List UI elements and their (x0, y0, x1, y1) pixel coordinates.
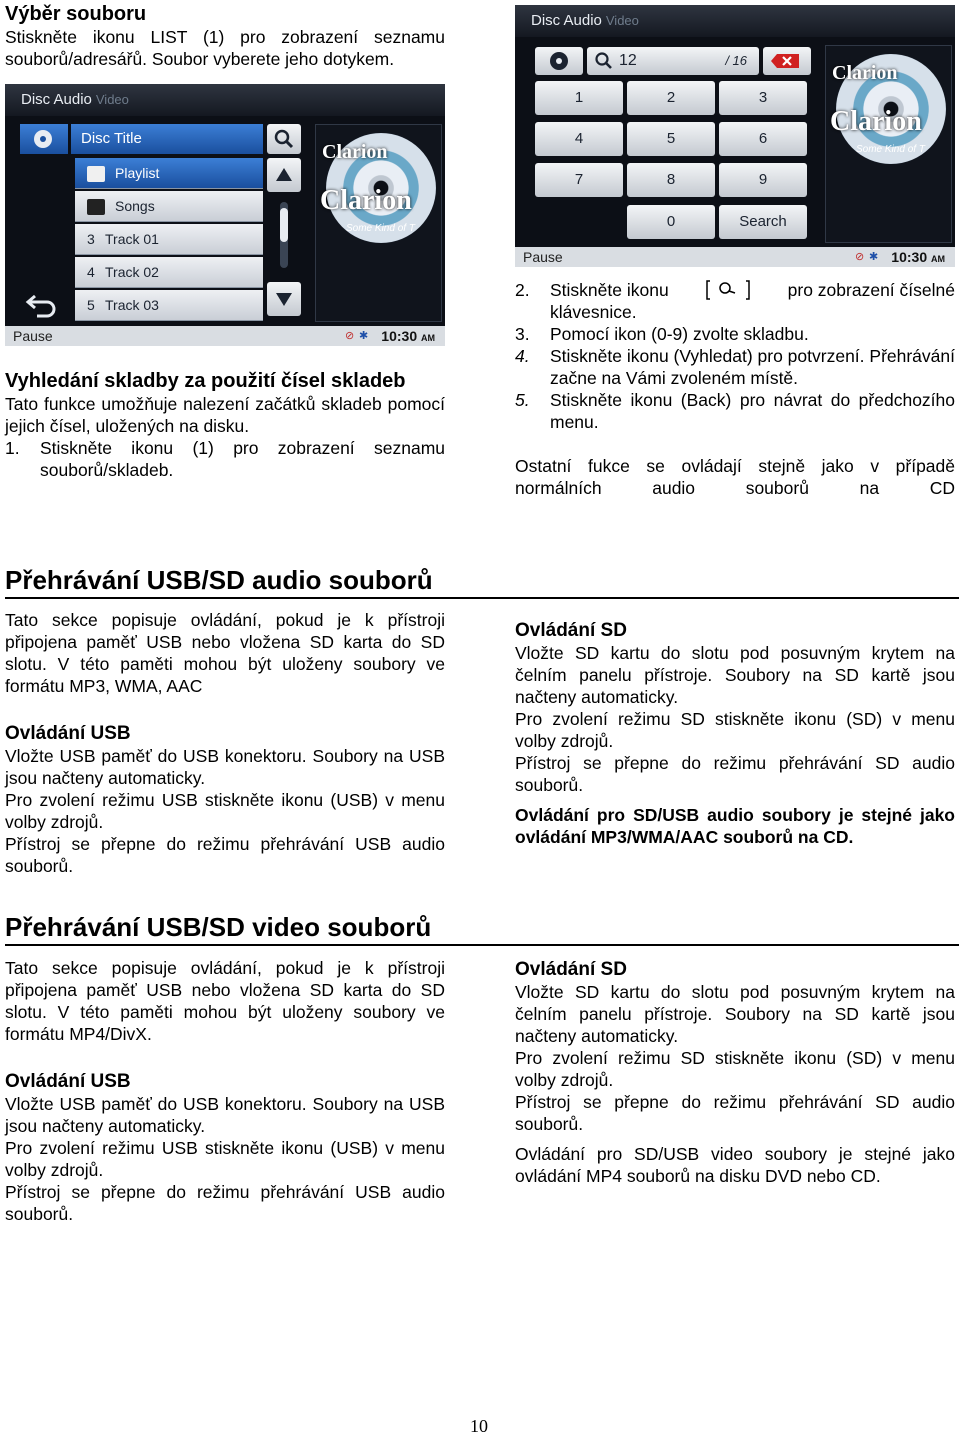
step-text: Pomocí ikon (0-9) zvolte skladbu. (550, 324, 809, 344)
keypad-key[interactable]: 1 (535, 81, 623, 115)
list-item-track[interactable] (75, 257, 263, 288)
screen-title-bar (515, 5, 955, 37)
audio-sd-heading: Ovládání SD (515, 620, 627, 641)
cover-logo-small: Clarion (322, 141, 388, 163)
list-item-label: Playlist (115, 165, 160, 181)
disc-icon (550, 52, 568, 70)
audio-intro: Tato sekce popisuje ovládání, pokud je k přístroji připojena paměť USB nebo vložena SD karta do SD slotu. V této paměti mohou být uloženy soubory ve formátu MP3, WMA, AAC (5, 610, 445, 696)
search-icon (593, 50, 615, 72)
back-arrow-icon (23, 288, 63, 318)
scroll-down-button[interactable] (267, 282, 301, 316)
video-intro: Tato sekce popisuje ovládání, pokud je k přístroji připojena paměť USB nebo vložena SD karta do SD slotu. V této paměti mohou být uloženy soubory ve formátu MP4/DivX. (5, 958, 445, 1044)
bluetooth-icon: ✱ (359, 330, 369, 342)
disc-title-row[interactable]: Disc Title (71, 124, 263, 154)
track-number-input[interactable] (587, 47, 759, 75)
disc-icon-button[interactable] (20, 124, 68, 154)
step-number: 1. (5, 438, 20, 458)
step-number: 5. (515, 390, 530, 410)
page-number: 10 (470, 1416, 488, 1436)
keypad-key[interactable]: 5 (627, 122, 715, 156)
list-item-track[interactable] (75, 290, 263, 321)
audio-sd-paragraph: Pro zvolení režimu SD stiskněte ikonu (SD) v menu volby zdrojů. (515, 709, 955, 751)
bluetooth-icon: ✱ (869, 251, 879, 263)
track-search-steps-col1 (5, 437, 445, 481)
triangle-up-icon (267, 158, 301, 192)
audio-section-title: Přehrávání USB/SD audio souborů (5, 565, 433, 595)
clock-ampm: AM (931, 254, 945, 264)
track-search-paragraph: Tato funkce umožňuje nalezení začátků skladeb pomocí jejich čísel, uložených na disku. (5, 394, 445, 436)
other-functions-line2: normálních audio souborů na CD (515, 478, 955, 498)
disc-icon (34, 130, 52, 148)
list-item-playlist[interactable] (75, 158, 263, 189)
video-usb-paragraph: Pro zvolení režimu USB stiskněte ikonu (USB) v menu volby zdrojů. (5, 1138, 445, 1180)
mute-icon: ⊘ (345, 330, 355, 342)
screen-title-video: Video (605, 13, 639, 28)
step-text: Stiskněte ikonu (Vyhledat) pro potvrzení. Přehrávání začne na Vámi zvoleném místě. (550, 346, 955, 388)
steps-list (515, 279, 955, 433)
keypad-key[interactable]: 6 (719, 122, 807, 156)
video-section-title: Přehrávání USB/SD video souborů (5, 912, 432, 942)
track-total: / 16 (725, 53, 747, 68)
keypad-key[interactable]: 2 (627, 81, 715, 115)
file-selection-section (5, 2, 445, 70)
track-number: 3 (87, 231, 95, 247)
step-text: Stiskněte ikonu (Back) pro návrat do předchozího menu. (550, 390, 955, 432)
audio-usb-heading: Ovládání USB (5, 723, 131, 744)
other-functions-line1: Ostatní fukce se ovládají stejně jako v případě (515, 456, 955, 476)
video-sd-note: Ovládání pro SD/USB video soubory je stejné jako ovládání MP4 souborů na disku DVD nebo CD. (515, 1144, 955, 1186)
screen-title-video: Video (95, 92, 129, 107)
step-text: Stiskněte ikonu (550, 280, 669, 300)
backspace-button[interactable] (763, 47, 811, 75)
clock-time: 10:30 (891, 249, 928, 265)
list-item-label: Songs (115, 198, 155, 214)
scrollbar-thumb[interactable] (280, 208, 288, 242)
playback-status: Pause (523, 249, 563, 265)
step-text: Stiskněte ikonu (1) pro zobrazení seznamu souborů/skladeb. (40, 438, 445, 480)
track-search-heading: Vyhledání skladby za použití čísel skladeb (5, 370, 406, 392)
video-usb-paragraph: Vložte USB paměť do USB konektoru. Soubory na USB jsou načteny automaticky. (5, 1094, 445, 1136)
track-search-section (5, 369, 445, 481)
search-bracket-icon (705, 279, 751, 301)
cover-subtitle: Some Kind of T (856, 144, 925, 155)
status-bar (5, 326, 445, 346)
search-key[interactable]: Search (719, 205, 807, 239)
audio-sd-paragraph: Přístroj se přepne do režimu přehrávání SD audio souborů. (515, 753, 955, 795)
keypad-key[interactable]: 8 (627, 163, 715, 197)
folder-icon (87, 166, 105, 182)
audio-usb-paragraph: Přístroj se přepne do režimu přehrávání USB audio souborů. (5, 834, 445, 876)
status-bar (515, 247, 955, 267)
cover-subtitle: Some Kind of T (346, 223, 415, 234)
cover-logo-large: Clarion (320, 185, 412, 216)
step-text: klávesnice. (550, 302, 637, 322)
scrollbar[interactable] (280, 202, 288, 268)
audio-right-column (515, 620, 955, 848)
keypad-key[interactable]: 0 (627, 205, 715, 239)
screen-title: Disc Audio (531, 12, 602, 29)
album-cover (825, 45, 952, 243)
search-icon (267, 124, 301, 154)
track-input-value: 12 (619, 52, 637, 69)
track-number: 5 (87, 297, 95, 313)
video-left-column (5, 957, 445, 1225)
video-usb-heading: Ovládání USB (5, 1071, 131, 1092)
backspace-icon (763, 47, 811, 75)
step-item (515, 323, 955, 345)
back-button[interactable] (23, 288, 63, 318)
keypad-key[interactable]: 4 (535, 122, 623, 156)
step2-line1 (550, 279, 955, 301)
clock (891, 247, 945, 267)
disc-icon-button[interactable] (535, 47, 583, 75)
audio-left-column (5, 609, 445, 877)
audio-sd-note: Ovládání pro SD/USB audio soubory je stejné jako ovládání MP3/WMA/AAC souborů na CD. (515, 805, 955, 847)
cover-logo-small: Clarion (832, 62, 898, 84)
keypad-key[interactable]: 9 (719, 163, 807, 197)
step-item (515, 389, 955, 433)
step-item (515, 279, 955, 323)
disc-audio-keypad-screen (515, 5, 955, 267)
step-number: 4. (515, 346, 530, 366)
disc-audio-list-screen (5, 84, 445, 346)
mute-icon: ⊘ (855, 251, 865, 263)
keypad-key[interactable]: 3 (719, 81, 807, 115)
file-selection-line2: souborů/adresářů. Soubor vyberete jeho dotykem. (5, 49, 395, 69)
step-item (515, 345, 955, 389)
track-number: 4 (87, 264, 95, 280)
playback-status: Pause (13, 328, 53, 344)
search-button[interactable] (267, 124, 301, 154)
file-selection-line1: Stiskněte ikonu LIST (1) pro zobrazení seznamu (5, 27, 445, 47)
step-number: 2. (515, 280, 530, 300)
step-number: 3. (515, 324, 530, 344)
track-search-steps-col2 (515, 279, 955, 499)
track-label: Track 01 (105, 231, 159, 247)
clock-time: 10:30 (381, 328, 418, 344)
list-item-songs[interactable] (75, 191, 263, 222)
step-text: pro zobrazení číselné (787, 280, 955, 300)
list-item-track[interactable] (75, 224, 263, 255)
video-sd-paragraph: Přístroj se přepne do režimu přehrávání SD audio souborů. (515, 1092, 955, 1134)
step-item (5, 437, 445, 481)
section-divider (5, 597, 959, 599)
scroll-up-button[interactable] (267, 158, 301, 192)
clock (381, 326, 435, 346)
keypad-key[interactable]: 7 (535, 163, 623, 197)
video-usb-paragraph: Přístroj se přepne do režimu přehrávání USB audio souborů. (5, 1182, 445, 1224)
clock-ampm: AM (421, 333, 435, 343)
cover-logo-large: Clarion (830, 106, 922, 137)
audio-sd-paragraph: Vložte SD kartu do slotu pod posuvným krytem na čelním panelu přístroje. Soubory na SD kartě jsou načteny automaticky. (515, 643, 955, 707)
folder-icon (87, 199, 105, 215)
screen-title: Disc Audio (21, 91, 92, 108)
file-selection-heading: Výběr souboru (5, 3, 147, 25)
album-cover (315, 124, 442, 322)
audio-usb-paragraph: Pro zvolení režimu USB stiskněte ikonu (USB) v menu volby zdrojů. (5, 790, 445, 832)
video-right-column (515, 959, 955, 1187)
triangle-down-icon (267, 282, 301, 316)
audio-usb-paragraph: Vložte USB paměť do USB konektoru. Soubory na USB jsou načteny automaticky. (5, 746, 445, 788)
video-sd-paragraph: Vložte SD kartu do slotu pod posuvným krytem na čelním panelu přístroje. Soubory na SD kartě jsou načteny automaticky. (515, 982, 955, 1046)
screen-title-bar (5, 84, 445, 116)
track-label: Track 02 (105, 264, 159, 280)
video-sd-paragraph: Pro zvolení režimu SD stiskněte ikonu (SD) v menu volby zdrojů. (515, 1048, 955, 1090)
video-sd-heading: Ovládání SD (515, 959, 627, 980)
section-divider (5, 944, 959, 946)
track-label: Track 03 (105, 297, 159, 313)
